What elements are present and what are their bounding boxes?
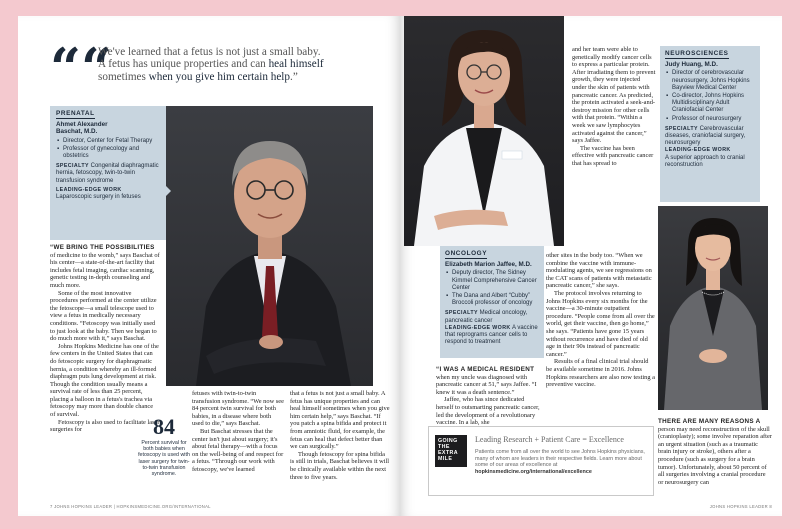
prenatal-role: ▪ Director, Center for Fetal Therapy [56, 138, 160, 145]
oncology-title: ONCOLOGY [445, 250, 487, 259]
left-column-3 [290, 390, 390, 481]
doctor-photo-baschat [166, 106, 373, 386]
left-page [18, 16, 400, 516]
jaffee-portrait-illustration [404, 16, 564, 246]
ad-url-link[interactable]: hopkinsmedicine.org/international/excellence [475, 468, 592, 475]
stat-callout [138, 414, 190, 477]
oncology-doctor-name: Elizabeth Marion Jaffee, M.D. [445, 261, 532, 269]
ad-headline: Leading Research + Patient Care = Excellence [475, 435, 624, 444]
folio-right: JOHNS HOPKINS LEADER 8 [709, 504, 772, 509]
neuro-specialty: SPECIALTY Cerebrovascular diseases, craniofacial surgery, neurosurgery [665, 125, 746, 147]
oncology-edge: LEADING-EDGE WORK A vaccine that reprograms cancer cells to respond to treatment [445, 324, 538, 346]
neuro-column [658, 418, 772, 486]
sidebar-pointer [166, 186, 171, 196]
neuro-sidebar [660, 46, 760, 202]
stat-number: 84 [153, 414, 175, 439]
paragraph: But Baschat stresses that the center isn't just about surgery; it's about fetal therapy—with a focus on the well-being of and respect for a fetus. “Through our work with fetoscopy, we've learned [192, 427, 284, 473]
left-column-2 [192, 390, 284, 474]
prenatal-roles [56, 138, 160, 161]
prenatal-specialty: SPECIALTY Congenital diaphragmatic hernia, fetoscopy, twin-to-twin transfusion syndrome [56, 163, 159, 184]
paragraph: Jaffee, who has since dedicated herself to outsmarting pancreatic cancer, led the development of a revolutionary vaccine. In a lab, she [436, 396, 540, 427]
pull-quote-line1: We've learned that a fetus is not just a small baby. [98, 46, 321, 58]
oncology-roles [445, 270, 539, 307]
neuro-role: ▪ Professor of neurosurgery [665, 116, 755, 123]
neuro-role: ▪ Director of cerebrovascular neurosurgery, Johns Hopkins Bayview Medical Center [665, 70, 755, 92]
oncology-role: ▪ Deputy director, The Sidney Kimmel Comprehensive Cancer Center [445, 270, 539, 292]
neuro-roles [665, 70, 755, 122]
neuro-role: ▪ Co-director, Johns Hopkins Multidisciplinary Adult Craniofacial Center [665, 93, 755, 115]
prenatal-sidebar [50, 106, 166, 240]
paragraph: Though fetoscopy for spina bifida is still in trials, Baschat believes it will be clinically available within the next three to five years. [290, 450, 390, 481]
paragraph: THERE ARE MANY REASONS A person may need reconstruction of the skull (cranioplasty); some involve reparation after an urgent situation (such as a traumatic brain injury or stroke), others after a procedure (such as surgery for a brain tumor). Unfortunately, about 50 percent of all surgeries involving a cranial procedure or neurosurgery can [658, 418, 772, 486]
resident-column [436, 366, 542, 427]
paragraph: “WE BRING THE POSSIBILITIES of medicine to the womb,” says Baschat of his center—a state-of-the-art facility that includes fetal imaging, cardiac scanning, genetic testing in-depth counseling and much more. [50, 244, 160, 289]
pull-quote-line2: A fetus has unique properties and can heal himself [98, 58, 324, 71]
pull-quote-line3: sometimes when you give him certain help.” [98, 70, 298, 83]
prenatal-title: PRENATAL [56, 110, 95, 119]
paragraph: Johns Hopkins Medicine has one of the few centers in the United States that can do fetoscopic surgery for diaphragmatic hernia, a condition whereby an ill-formed diaphragm puts lung development at risk. Though the condition usually means a survival rate of less than 25 percent, placing a balloon in a fetus's trachea via fetoscopy may more than double chance of survival. [50, 342, 159, 419]
huang-portrait-illustration [658, 206, 768, 410]
baschat-portrait-illustration [166, 106, 373, 386]
going-extra-mile-logo: GOING THE EXTRA MILE [435, 435, 467, 467]
paragraph: Fetoscopy is also used to facilitate laser surgeries for [50, 418, 160, 434]
folio-left: 7 JOHNS HOPKINS LEADER | HOPKINSMEDICINE.ORG/INTERNATIONAL [50, 504, 211, 509]
excellence-ad [428, 426, 654, 496]
neuro-title: NEUROSCIENCES [665, 50, 729, 59]
paragraph: The vaccine has been effective with pancreatic cancer that has spread to [572, 144, 654, 167]
oncology-role: ▪ The Dana and Albert “Cubby” Broccoli professor of oncology [445, 293, 539, 307]
paragraph: “I WAS A MEDICAL RESIDENT when my uncle was diagnosed with pancreatic cancer at 51,” says Jaffee. “I knew it was a death sentence.” [436, 366, 537, 396]
prenatal-doctor-name: Ahmet Alexander Baschat, M.D. [56, 121, 108, 136]
quote-mark: ““ [50, 36, 113, 100]
ad-body: Patients come from all over the world to see Johns Hopkins physicians, many of whom are leaders in their respective fields. Learn more about some of our areas of excellence at hopkinsmedicine.org/international/excellence [475, 449, 645, 475]
neuro-doctor-name: Judy Huang, M.D. [665, 61, 718, 69]
paragraph: Results of a final clinical trial should be available sometime in 2016. Johns Hopkins researchers are also now testing a preventive vaccine. [546, 358, 655, 389]
oncology-sidebar [440, 246, 544, 358]
paragraph: Some of the most innovative procedures performed at the center utilize the fetoscope—a small telescope used to view a fetus in medically necessary conditions. “Fetoscopy was initially used to just look at the baby. Then we began to do much more with it,” says Baschat. [50, 289, 157, 343]
prenatal-edge: LEADING-EDGE WORK Laparoscopic surgery in fetuses [56, 186, 141, 201]
right-column-1-top [572, 46, 656, 168]
doctor-photo-huang [658, 206, 768, 410]
pull-quote [98, 46, 398, 83]
paragraph: The protocol involves returning to Johns Hopkins every six months for the vaccine—a 30-minute outpatient procedure. “People come from all over the world, get their vaccine, then go home,” she says. “Patients have gone 15 years without recurrence and have died of old age in their 90s instead of pancreatic cancer.” [546, 289, 655, 358]
prenatal-role: ▪ Professor of gynecology and obstetrics [56, 146, 160, 160]
right-page [400, 16, 782, 516]
oncology-specialty: SPECIALTY Medical oncology, pancreatic cancer [445, 310, 528, 324]
right-column-1-mid [546, 252, 656, 389]
paragraph: and her team were able to genetically modify cancer cells to express a particular protein. After irradiating them to prevent growth, they were injected under the skin of patients with pancreatic cancer. As predicted, the protein activated a seek-and-destroy mission for other cells with that protein. “Within a week we saw lymphocytes activated against the cancer,” says Jaffee. [572, 46, 656, 145]
left-column-1 [50, 244, 160, 434]
neuro-edge: LEADING-EDGE WORK A superior approach to cranial reconstruction [665, 147, 745, 168]
paragraph: that a fetus is not just a small baby. A fetus has unique properties and can heal himself sometimes when you give him certain help,” says Baschat. “If you patch a spina bifida and protect it from amniotic fluid, for example, the fetus can heal that defect better than we can surgically.” [290, 390, 390, 451]
paragraph: fetuses with twin-to-twin transfusion syndrome. “We now see 84 percent twin survival for both babies, in a disease where both used to die,” says Baschat. [192, 390, 284, 428]
stat-caption: Percent survival for both babies when fetoscopy is used with laser surgery for twin-to-twin transfusion syndrome. [138, 440, 190, 478]
paragraph: other sites in the body too. “When we combine the vaccine with immune-modulating agents, we see regressions on the CAT scans of patients with metastatic pancreatic cancer,” she says. [546, 252, 652, 290]
doctor-photo-jaffee [404, 16, 564, 246]
